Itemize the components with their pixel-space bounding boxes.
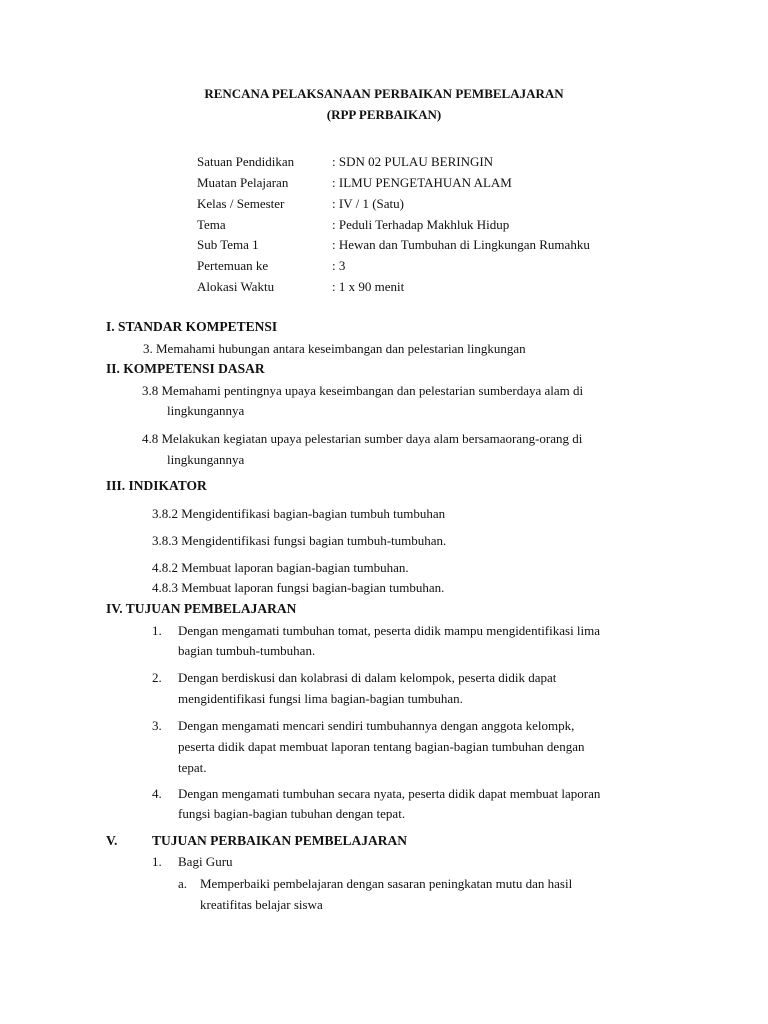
tujuan-perbaikan-sub-number: 1. bbox=[152, 854, 162, 869]
section-heading-tujuan-perbaikan: TUJUAN PERBAIKAN PEMBELAJARAN bbox=[152, 833, 408, 848]
identity-label-alokasi: Alokasi Waktu bbox=[197, 279, 275, 294]
identity-label-tema: Tema bbox=[197, 217, 226, 232]
indikator-item: 4.8.3 Membuat laporan fungsi bagian-bagian tumbuhan. bbox=[152, 580, 445, 595]
kompetensi-dasar-item-1-line-2: lingkungannya bbox=[167, 403, 245, 418]
identity-value-kelas: : IV / 1 (Satu) bbox=[332, 196, 404, 211]
document-subtitle: (RPP PERBAIKAN) bbox=[326, 107, 442, 122]
kompetensi-dasar-item-1-line-1: 3.8 Memahami pentingnya upaya keseimbangan dan pelestarian sumberdaya alam di bbox=[142, 383, 584, 398]
tujuan-item-number: 1. bbox=[152, 623, 162, 638]
document-title: RENCANA PELAKSANAAN PERBAIKAN PEMBELAJARAN bbox=[204, 86, 564, 101]
tujuan-item-2-line-1: Dengan berdiskusi dan kolabrasi di dalam kelompok, peserta didik dapat bbox=[178, 670, 557, 685]
identity-label-kelas: Kelas / Semester bbox=[197, 196, 285, 211]
tujuan-item-number: 3. bbox=[152, 718, 162, 733]
tujuan-item-4-line-2: fungsi bagian-bagian tubuhan dengan tepat. bbox=[178, 806, 406, 821]
tujuan-perbaikan-item-letter: a. bbox=[178, 876, 188, 891]
indikator-item: 3.8.3 Mengidentifikasi fungsi bagian tumbuh-tumbuhan. bbox=[152, 533, 447, 548]
identity-value-pertemuan: : 3 bbox=[332, 258, 346, 273]
tujuan-item-3-line-1: Dengan mengamati mencari sendiri tumbuhannya dengan anggota kelompk, bbox=[178, 718, 575, 733]
tujuan-item-1-line-2: bagian tumbuh-tumbuhan. bbox=[178, 643, 316, 658]
identity-label-satuan: Satuan Pendidikan bbox=[197, 154, 295, 169]
identity-label-muatan: Muatan Pelajaran bbox=[197, 175, 289, 190]
section-heading-tujuan-pembelajaran: IV. TUJUAN PEMBELAJARAN bbox=[106, 601, 297, 616]
indikator-item: 3.8.2 Mengidentifikasi bagian-bagian tumbuh tumbuhan bbox=[152, 506, 446, 521]
tujuan-item-4-line-1: Dengan mengamati tumbuhan secara nyata, peserta didik dapat membuat laporan bbox=[178, 786, 601, 801]
tujuan-item-3-line-2: peserta didik dapat membuat laporan tentang bagian-bagian tumbuhan dengan bbox=[178, 739, 585, 754]
tujuan-item-number: 2. bbox=[152, 670, 162, 685]
identity-value-muatan: : ILMU PENGETAHUAN ALAM bbox=[332, 175, 512, 190]
identity-label-pertemuan: Pertemuan ke bbox=[197, 258, 269, 273]
tujuan-perbaikan-sub-label: Bagi Guru bbox=[178, 854, 233, 869]
section-number-v: V. bbox=[106, 833, 118, 848]
section-heading-kompetensi-dasar: II. KOMPETENSI DASAR bbox=[106, 361, 265, 376]
identity-value-tema: : Peduli Terhadap Makhluk Hidup bbox=[332, 217, 510, 232]
identity-value-alokasi: : 1 x 90 menit bbox=[332, 279, 405, 294]
tujuan-item-2-line-2: mengidentifikasi fungsi lima bagian-bagian tumbuhan. bbox=[178, 691, 463, 706]
tujuan-item-number: 4. bbox=[152, 786, 162, 801]
section-heading-indikator: III. INDIKATOR bbox=[106, 478, 207, 493]
tujuan-perbaikan-item-a-line-1: Memperbaiki pembelajaran dengan sasaran peningkatan mutu dan hasil bbox=[200, 876, 573, 891]
indikator-item: 4.8.2 Membuat laporan bagian-bagian tumbuhan. bbox=[152, 560, 409, 575]
kompetensi-dasar-item-2-line-1: 4.8 Melakukan kegiatan upaya pelestarian sumber daya alam bersamaorang-orang di bbox=[142, 431, 583, 446]
identity-value-subtema: : Hewan dan Tumbuhan di Lingkungan Rumahku bbox=[332, 237, 590, 252]
tujuan-perbaikan-item-a-line-2: kreatifitas belajar siswa bbox=[200, 897, 323, 912]
kompetensi-dasar-item-2-line-2: lingkungannya bbox=[167, 452, 245, 467]
tujuan-item-1-line-1: Dengan mengamati tumbuhan tomat, peserta didik mampu mengidentifikasi lima bbox=[178, 623, 601, 638]
standar-kompetensi-item: 3. Memahami hubungan antara keseimbangan dan pelestarian lingkungan bbox=[143, 341, 526, 356]
identity-label-subtema: Sub Tema 1 bbox=[197, 237, 259, 252]
section-heading-standar-kompetensi: I. STANDAR KOMPETENSI bbox=[106, 319, 278, 334]
tujuan-item-3-line-3: tepat. bbox=[178, 760, 207, 775]
identity-value-satuan: : SDN 02 PULAU BERINGIN bbox=[332, 154, 494, 169]
